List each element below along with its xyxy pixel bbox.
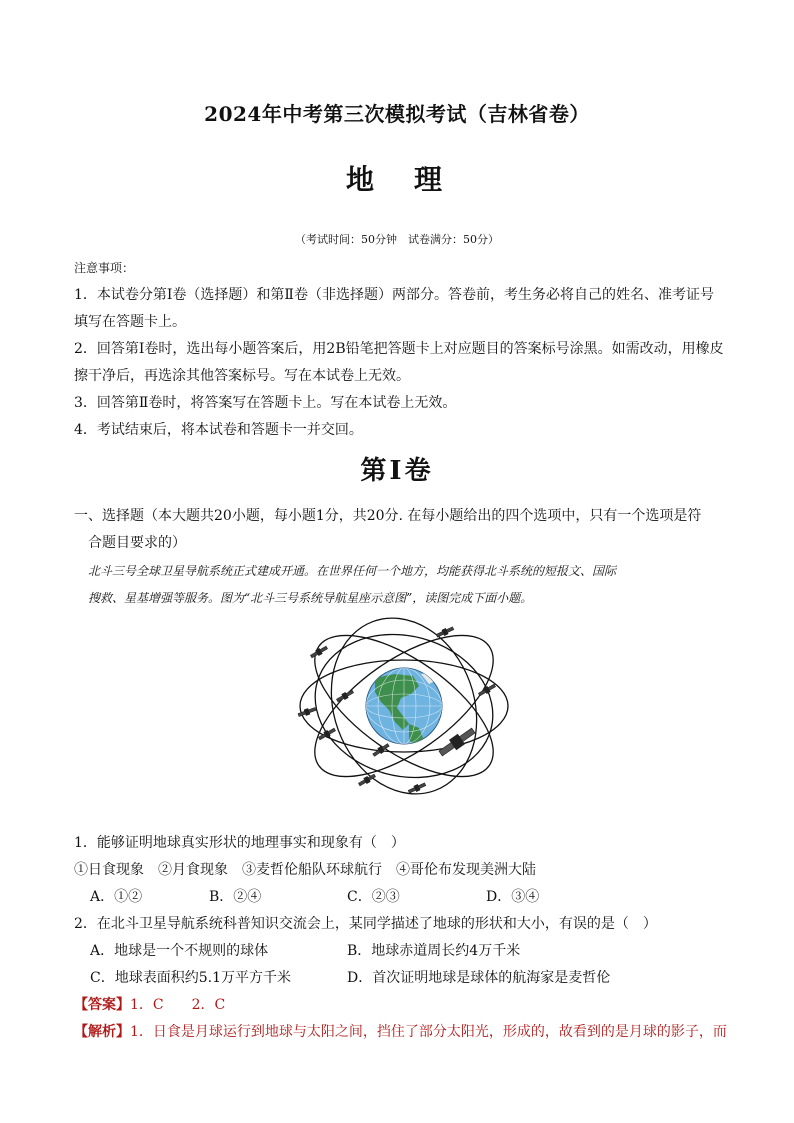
question-1-option-d: D．③④ (486, 889, 540, 905)
question-2-option-d: D．首次证明地球是球体的航海家是麦哲伦 (347, 970, 611, 986)
answer-label: 【答案】 (74, 997, 130, 1013)
part-label-continued: 合题目要求的） (88, 535, 186, 551)
beidou-constellation-figure (297, 612, 511, 800)
question-1-option-b: B．②④ (209, 889, 262, 905)
question-2-option-b: B．地球赤道周长约4万千米 (347, 943, 521, 959)
notice-item-1: 1．本试卷分第Ⅰ卷（选择题）和第Ⅱ卷（非选择题）两部分。答卷前，考生务必将自己的姓名、准考证号填写在答题卡上。 (74, 287, 714, 330)
part-instructions (74, 503, 724, 557)
exam-title: 2024年中考第三次模拟考试（吉林省卷） (204, 102, 590, 126)
satellite-icon (478, 683, 497, 697)
question-1-stem: 1．能够证明地球真实形状的地理事实和现象有（ ） (74, 835, 405, 851)
answer-line (74, 994, 734, 1014)
intro-line-2: 搜救、星基增强等服务。图为“北斗三号系统导航星座示意图”，读图完成下面小题。 (88, 591, 533, 605)
analysis-line (74, 1021, 734, 1041)
exam-meta: （考试时间：50分钟 试卷满分：50分） (295, 233, 499, 246)
analysis-text: 1．日食是月球运行到地球与太阳之间，挡住了部分太阳光，形成的，故看到的是月球的影子，而 (130, 1024, 727, 1040)
question-2-option-a: A．地球是一个不规则的球体 (90, 943, 269, 959)
material-intro (88, 558, 724, 612)
answer-text: 1．C 2．C (130, 997, 226, 1013)
question-1-option-a: A．①② (90, 889, 143, 905)
notice-item-3: 3．回答第Ⅱ卷时，将答案写在答题卡上。写在本试卷上无效。 (74, 395, 457, 411)
intro-line-1: 北斗三号全球卫星导航系统正式建成开通。在世界任何一个地方，均能获得北斗系统的短报文、国际 (88, 564, 617, 578)
notice-item-4: 4．考试结束后，将本试卷和答题卡一并交回。 (74, 422, 363, 438)
notice-heading: 注意事项： (74, 261, 135, 275)
satellite-icon (336, 689, 355, 703)
globe-icon (366, 668, 442, 746)
question-1-option-c: C．②③ (347, 889, 400, 905)
satellite-icon (408, 781, 427, 794)
notice-item-2: 2．回答第Ⅰ卷时，选出每小题答案后，用2B铅笔把答题卡上对应题目的答案标号涂黑。如需改动，用橡皮擦干净后，再选涂其他答案标号。写在本试卷上无效。 (74, 341, 724, 384)
part-label: 一、选择题（本大题共20小题，每小题1分，共20分. 在每小题给出的四个选项中，只有一个选项是符 (74, 508, 702, 524)
question-1-facts: ①日食现象 ②月食现象 ③麦哲伦船队环球航行 ④哥伦布发现美洲大陆 (74, 862, 536, 878)
analysis-label: 【解析】 (74, 1024, 130, 1040)
question-2-option-c: C．地球表面积约5.1万平方千米 (90, 970, 291, 986)
section-title: 第Ⅰ卷 (360, 456, 434, 486)
question-2-stem: 2．在北斗卫星导航系统科普知识交流会上，某同学描述了地球的形状和大小，有误的是（ ） (74, 916, 657, 932)
subject-title: 地 理 (345, 163, 448, 196)
